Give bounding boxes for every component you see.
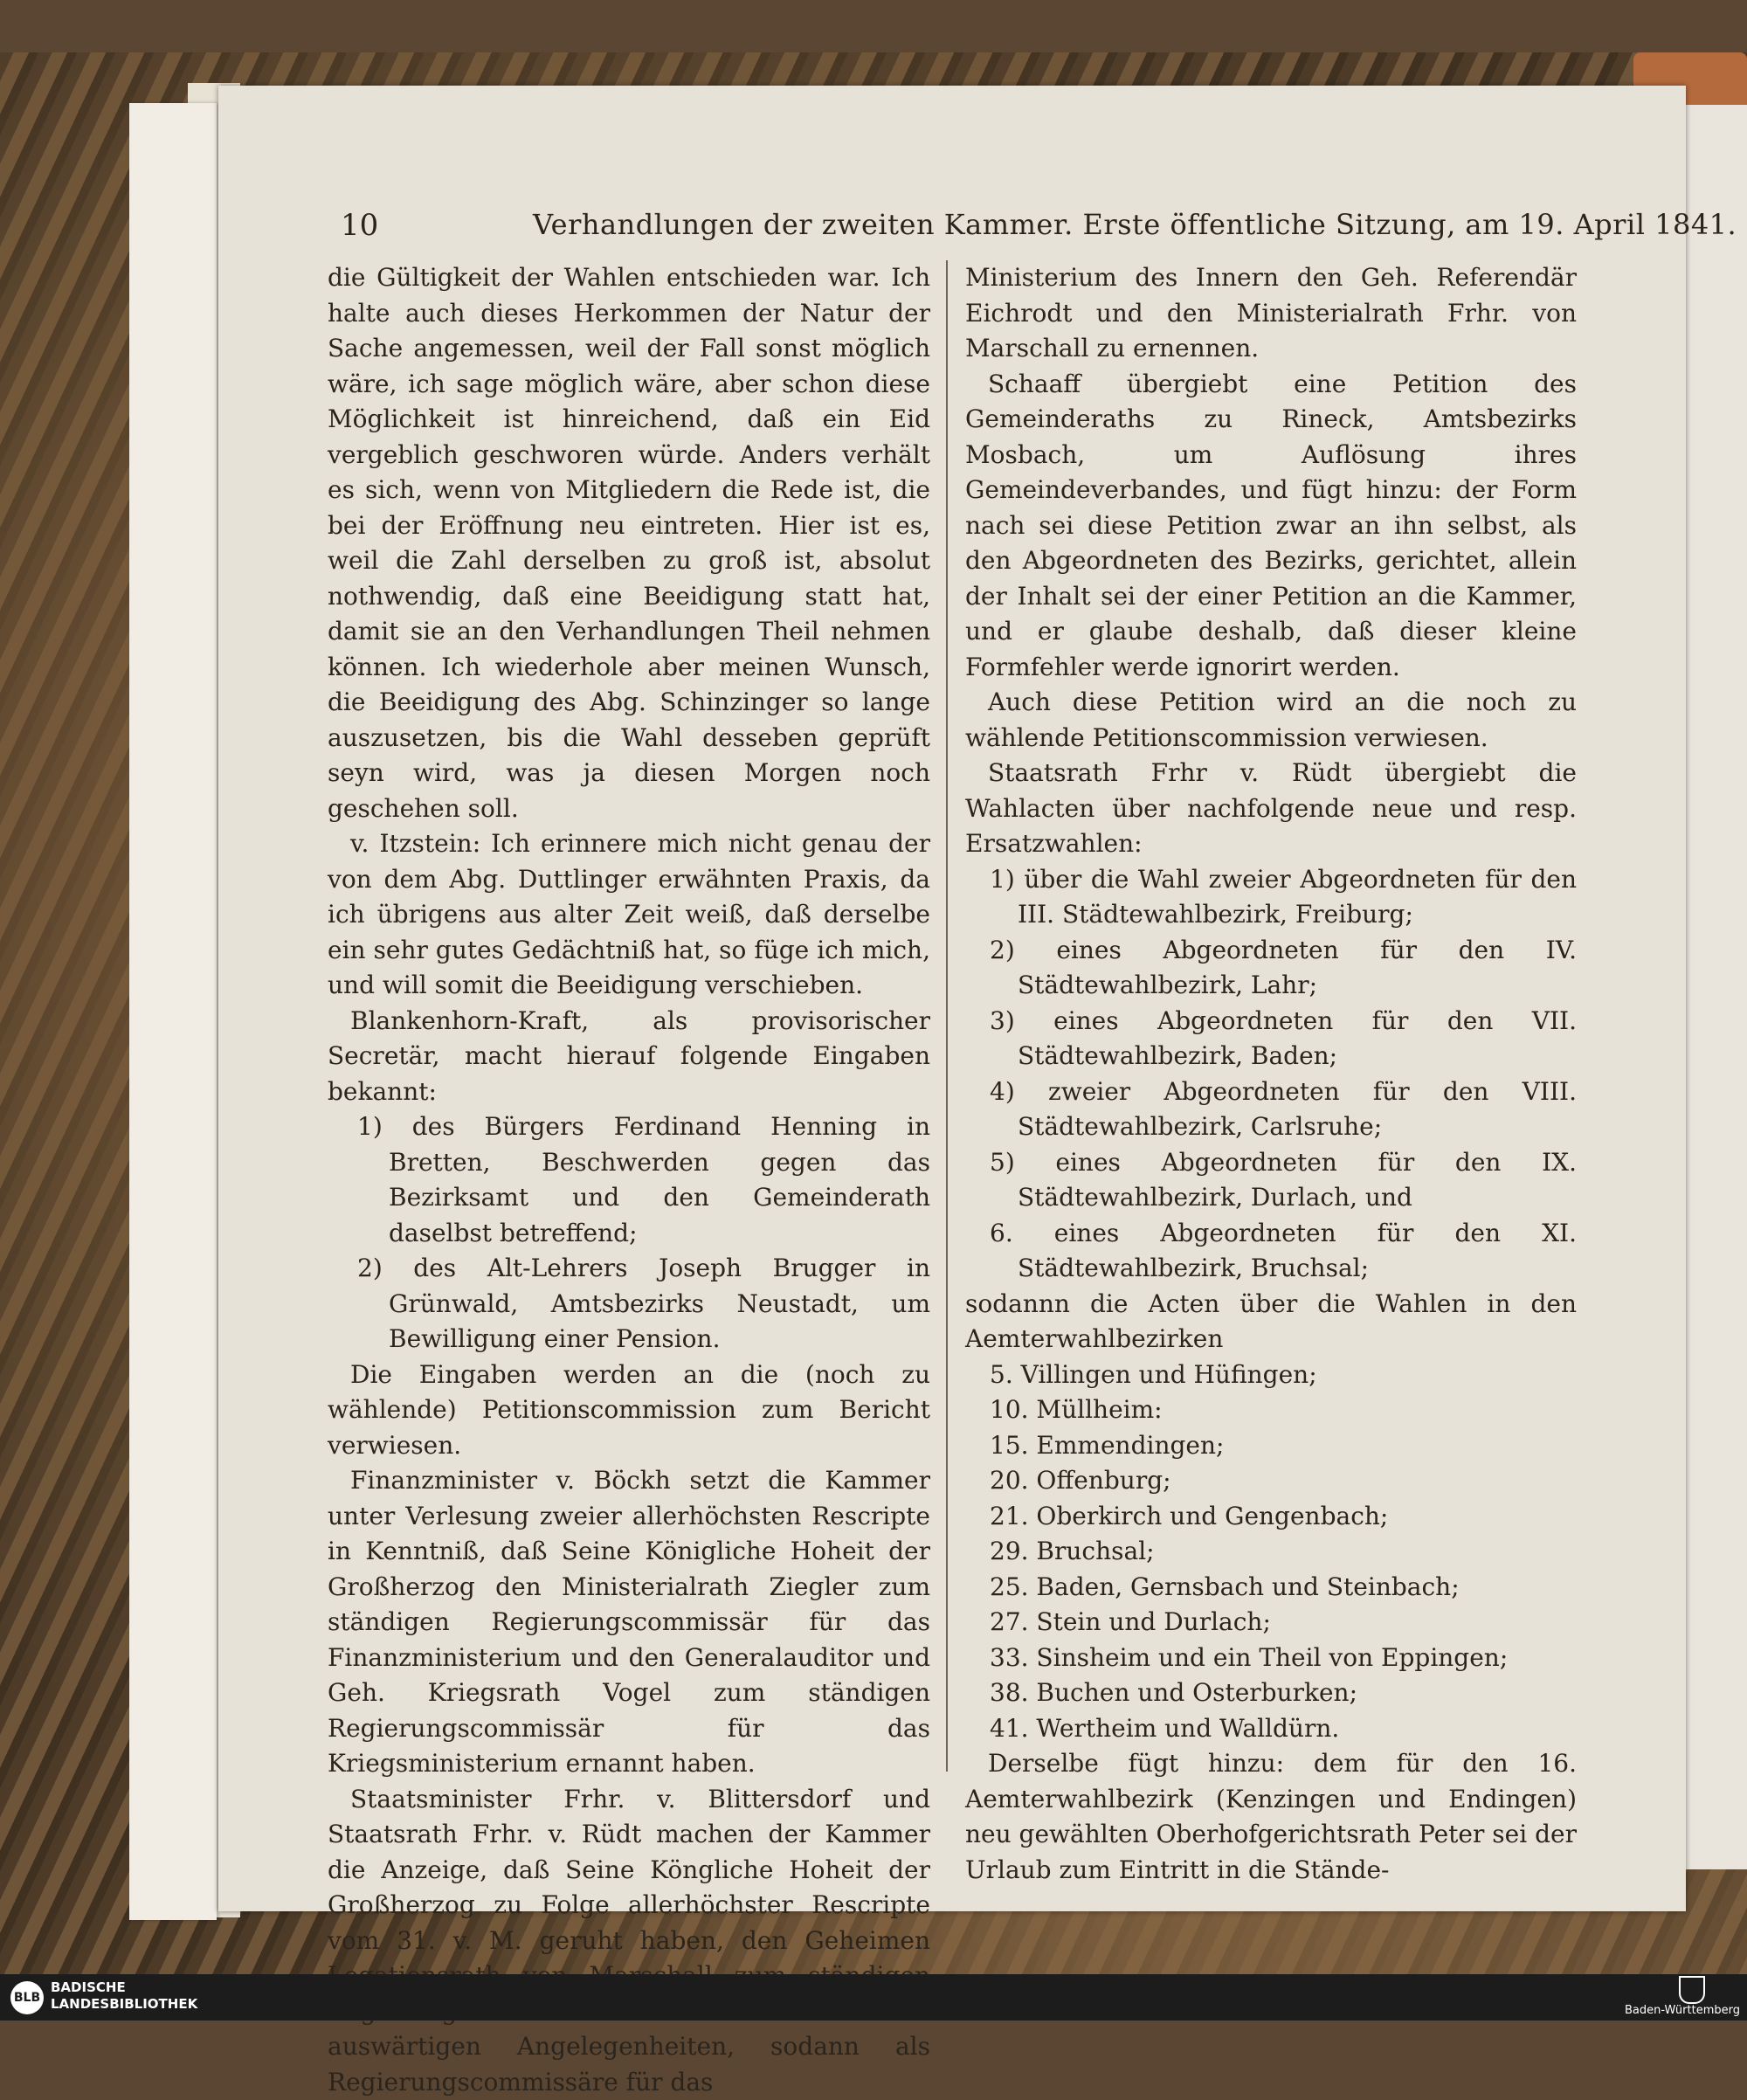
paragraph: Staatsminister Frhr. v. Blittersdorf und Staatsrath Frhr. v. Rüdt machen der Kammer die Anzeige, daß Seine Köngliche Hoheit der Großherzog zu Folge allerhöchster Rescripte vom 31. v. M. geruht haben, den Geheimen auswärtigen Angelegenheiten, sodann als Regierungscommissäre für das xyxy=(328,1782,930,2100)
list-item: 2) eines Abgeordneten für den IV. Städtewahlbezirk, Lahr; xyxy=(965,933,1577,1004)
list-item: 33. Sinsheim und ein Theil von Eppingen; xyxy=(965,1641,1577,1676)
paragraph: Die Eingaben werden an die (noch zu wählende) Petitionscommission zum Bericht verwiesen. xyxy=(328,1357,930,1464)
list-item: 15. Emmendingen; xyxy=(965,1428,1577,1464)
library-name[interactable] xyxy=(51,1979,197,2013)
paragraph: Derselbe fügt hinzu: dem für den 16. Aemterwahlbezirk (Kenzingen und Endingen) neu gewählten Oberhofgerichtsrath Peter sei der Urlaub zum Eintritt in die Stände- xyxy=(965,1746,1577,1888)
library-name-line2: LANDESBIBLIOTHEK xyxy=(51,1996,197,2013)
page-header xyxy=(218,208,1686,260)
paragraph: Staatsrath Frhr v. Rüdt übergiebt die Wahlacten über nachfolgende neue und resp. Ersatzwahlen: xyxy=(965,756,1577,862)
list-item: 20. Offenburg; xyxy=(965,1463,1577,1499)
paragraph: sodannn die Acten über die Wahlen in den Aemterwahlbezirken xyxy=(965,1287,1577,1357)
library-name-line1: BADISCHE xyxy=(51,1979,197,1996)
list-item: 4) zweier Abgeordneten für den VIII. Städtewahlbezirk, Carlsruhe; xyxy=(965,1074,1577,1145)
page-number: 10 xyxy=(341,208,378,243)
list-item: 1) des Bürgers Ferdinand Henning in Bretten, Beschwerden gegen das Bezirksamt und den Gemeinderath daselbst betreffend; xyxy=(328,1109,930,1251)
underlying-pages xyxy=(129,103,217,1920)
document-page xyxy=(218,86,1686,1911)
paragraph: Schaaff übergiebt eine Petition des Gemeinderaths zu Rineck, Amtsbezirks Mosbach, um Auflösung ihres Gemeindeverbandes, und fügt hinzu: der Form nach sei diese Petition zwar an ihn selbst, als den Abgeordneten des Bezirks, gerichtet, allein der Inhalt sei der einer Petition an die Kammer, und er glaube deshalb, daß dieser kleine Formfehler werde ignorirt werden. xyxy=(965,367,1577,686)
paragraph: die Gültigkeit der Wahlen entschieden war. Ich halte auch dieses Herkommen der Natur der Sache angemessen, weil der Fall sonst möglich wäre, ich sage möglich wäre, aber schon diese Möglichkeit ist hinreichend, daß ein Eid vergeblich geschworen würde. Anders verhält es sich, wenn von Mitgliedern die Rede ist, die bei der Eröffnung neu eintreten. Hier ist es, weil die Zahl derselben zu groß ist, absolut nothwendig, daß eine Beeidigung statt hat, damit sie an den Verhandlungen Theil nehmen können. Ich wiederhole aber meinen Wunsch, die Beeidigung des Abg. Schinzinger so lange auszusetzen, bis die Wahl desseben geprüft seyn wird, was ja diesen Morgen noch geschehen soll. xyxy=(328,260,930,826)
running-head: Verhandlungen der zweiten Kammer. Erste öffentliche Sitzung, am 19. April 1841. xyxy=(533,208,1737,241)
state-crest-icon xyxy=(1679,1976,1705,2004)
blb-logo-icon[interactable]: BLB xyxy=(10,1981,44,2014)
list-item: 38. Buchen und Osterburken; xyxy=(965,1675,1577,1711)
state-name: Baden-Württemberg xyxy=(1625,2004,1740,2017)
left-column xyxy=(328,260,930,2100)
list-item: 21. Oberkirch und Gengenbach; xyxy=(965,1499,1577,1535)
list-item: 5) eines Abgeordneten für den IX. Städtewahlbezirk, Durlach, und xyxy=(965,1145,1577,1216)
list-item: 27. Stein und Durlach; xyxy=(965,1605,1577,1641)
list-item: 41. Wertheim und Walldürn. xyxy=(965,1711,1577,1747)
paragraph: v. Itzstein: Ich erinnere mich nicht genau der von dem Abg. Duttlinger erwähnten Praxis, da ich übrigens aus alter Zeit weiß, daß derselbe ein sehr gutes Gedächtniß hat, so füge ich mich, und will somit die Beeidigung verschieben. xyxy=(328,826,930,1004)
footer-bar xyxy=(0,1974,1747,2021)
list-item: 25. Baden, Gernsbach und Steinbach; xyxy=(965,1570,1577,1606)
facing-page-edge xyxy=(1677,105,1747,1869)
paragraph: Finanzminister v. Böckh setzt die Kammer unter Verlesung zweier allerhöchsten Rescripte in Kenntniß, daß Seine Königliche Hoheit der Großherzog den Ministerialrath Ziegler zum ständigen Regierungscommissär für das Finanzministerium und den Generalauditor und Geh. Kriegsrath Vogel zum ständigen Regierungscommissär für das Kriegsministerium ernannt haben. xyxy=(328,1463,930,1782)
list-item: 1) über die Wahl zweier Abgeordneten für den III. Städtewahlbezirk, Freiburg; xyxy=(965,862,1577,933)
list-item: 10. Müllheim: xyxy=(965,1392,1577,1428)
right-column xyxy=(965,260,1577,1888)
list-item: 29. Bruchsal; xyxy=(965,1534,1577,1570)
list-item: 6. eines Abgeordneten für den XI. Städtewahlbezirk, Bruchsal; xyxy=(965,1216,1577,1287)
paragraph: Ministerium des Innern den Geh. Referendär Eichrodt und den Ministerialrath Frhr. von Marschall zu ernennen. xyxy=(965,260,1577,367)
column-divider xyxy=(946,260,948,1772)
list-item: 5. Villingen und Hüfingen; xyxy=(965,1357,1577,1393)
list-item: 3) eines Abgeordneten für den VII. Städtewahlbezirk, Baden; xyxy=(965,1004,1577,1074)
list-item: 2) des Alt-Lehrers Joseph Brugger in Grünwald, Amtsbezirks Neustadt, um Bewilligung einer Pension. xyxy=(328,1251,930,1357)
paragraph: Auch diese Petition wird an die noch zu wählende Petitionscommission verwiesen. xyxy=(965,685,1577,756)
paragraph: Blankenhorn-Kraft, als provisorischer Secretär, macht hierauf folgende Eingaben bekannt: xyxy=(328,1004,930,1110)
